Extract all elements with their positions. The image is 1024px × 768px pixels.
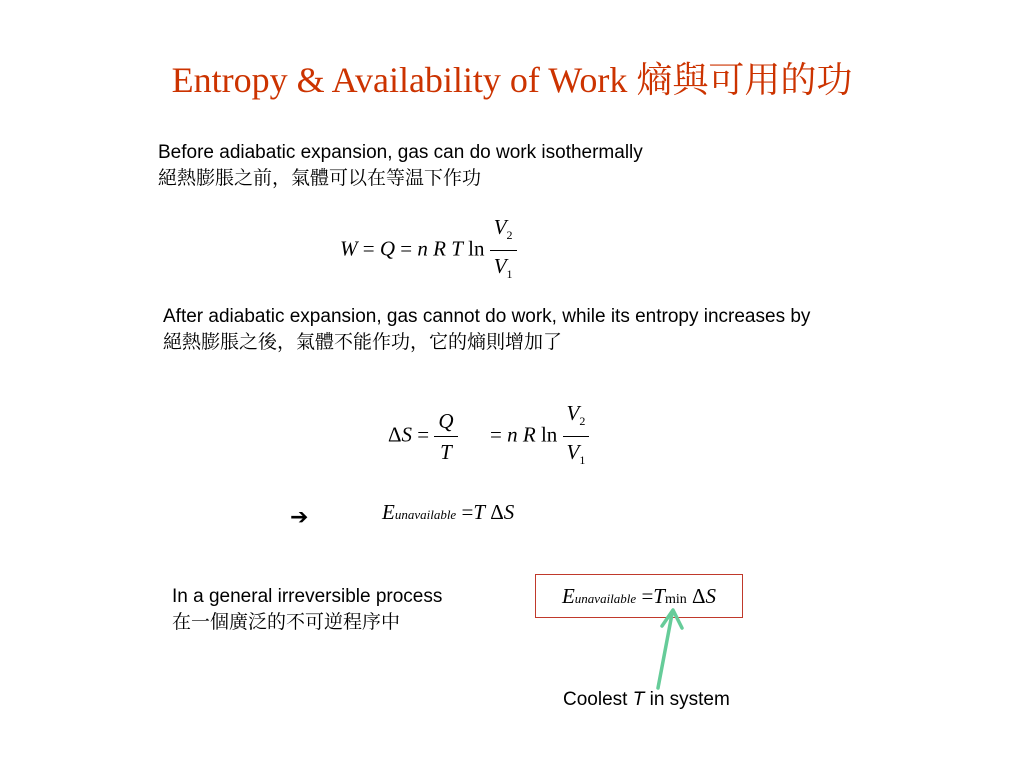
- before-expansion-text: [158, 140, 643, 192]
- eq4-E: E: [561, 584, 575, 608]
- eq1-R: R: [433, 236, 446, 261]
- eq1-W: W: [340, 236, 358, 261]
- before-expansion-en: Before adiabatic expansion, gas can do work isothermally: [158, 142, 643, 163]
- eq4-delta: Δ: [692, 584, 706, 608]
- before-expansion-zh: 絕熱膨脹之前，氣體可以在等温下作功: [158, 168, 482, 189]
- unavailable-energy-equation: [382, 500, 514, 525]
- eq1-T: T: [451, 236, 463, 261]
- eq2-n: n: [507, 422, 518, 447]
- irreversible-process-zh: 在一個廣泛的不可逆程序中: [172, 612, 401, 633]
- eq2-R: R: [522, 422, 536, 447]
- eq4-T-subscript: min: [664, 592, 687, 607]
- irreversible-process-en: In a general irreversible process: [172, 586, 443, 607]
- after-expansion-en: After adiabatic expansion, gas cannot do work, while its entropy increases by: [163, 306, 811, 327]
- eq2-volume-ratio: $\frac{V_2}{V_1}$: [563, 398, 590, 475]
- eq1-Q: Q: [379, 236, 396, 261]
- eq4-subscript: unavailable: [574, 591, 637, 606]
- entropy-change-equation: [388, 398, 589, 475]
- eq1-equals-1: =: [362, 236, 375, 261]
- general-unavailable-energy-box: [535, 574, 743, 618]
- eq3-equals: =: [461, 500, 474, 524]
- eq1-n: n: [417, 236, 428, 261]
- isothermal-work-equation: [340, 212, 517, 289]
- pointer-arrow-icon: [640, 600, 700, 695]
- eq1-volume-ratio: $\frac{V_2}{V_1}$: [490, 212, 517, 289]
- eq2-ln: ln: [540, 422, 558, 447]
- eq3-S: S: [503, 500, 515, 524]
- annotation-T: T: [632, 689, 645, 710]
- eq4-equals: =: [641, 584, 654, 608]
- page-title: Entropy & Availability of Work 熵與可用的功: [171, 60, 853, 100]
- eq2-equals-1: =: [417, 422, 430, 447]
- eq1-ln: ln: [468, 236, 485, 261]
- eq3-delta: Δ: [490, 500, 504, 524]
- irreversible-process-text: [172, 584, 442, 636]
- eq3-T: T: [473, 500, 485, 524]
- eq4-T: T: [653, 584, 665, 608]
- eq3-subscript: unavailable: [394, 507, 457, 522]
- eq2-equals-2: =: [490, 422, 502, 447]
- pointer-arrow-shaft: [658, 614, 672, 688]
- eq2-delta: Δ: [388, 422, 402, 447]
- after-expansion-text: [163, 304, 810, 356]
- eq3-E: E: [382, 500, 395, 524]
- eq2-S: S: [401, 422, 413, 447]
- implies-arrow-icon: ➔: [290, 504, 309, 529]
- eq1-equals-2: =: [400, 236, 413, 261]
- coolest-t-annotation: [563, 687, 730, 713]
- eq2-heat-ratio: $\frac{Q}{T}$: [434, 406, 457, 467]
- annotation-pre: Coolest: [563, 689, 633, 710]
- after-expansion-zh: 絕熱膨脹之後，氣體不能作功，它的熵則增加了: [163, 332, 563, 353]
- eq4-S: S: [705, 584, 717, 608]
- annotation-post: in system: [644, 689, 730, 710]
